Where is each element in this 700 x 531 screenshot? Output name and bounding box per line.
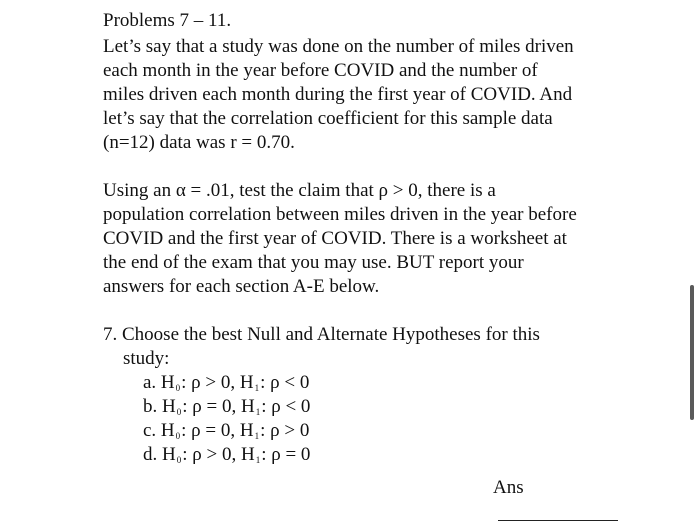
option-c-letter: c. H xyxy=(143,420,175,441)
option-d xyxy=(143,443,310,472)
option-d-null: : ρ > 0, H xyxy=(182,444,255,465)
option-d-alt-sub: 1 xyxy=(255,455,261,465)
answer-blank-line[interactable] xyxy=(498,520,618,521)
option-a-alt-sub: 1 xyxy=(254,383,260,393)
option-c-null: : ρ = 0, H xyxy=(181,420,254,441)
option-b-alt-sub: 1 xyxy=(255,407,261,417)
option-c-null-sub: 0 xyxy=(175,431,181,441)
option-b-null-sub: 0 xyxy=(176,407,182,417)
option-a-null-sub: 0 xyxy=(175,383,181,393)
option-c-alt-sub: 1 xyxy=(254,431,260,441)
paragraph1-line-5: (n=12) data was r = 0.70. xyxy=(103,132,295,153)
paragraph1-line-3: miles driven each month during the first year of COVID. And xyxy=(103,84,573,105)
paragraph2-line-5: answers for each section A-E below. xyxy=(103,276,380,297)
paragraph1-line-4: let’s say that the correlation coefficient for this sample data xyxy=(103,108,553,129)
vertical-scrollbar[interactable] xyxy=(690,285,694,420)
paragraph1-line-2: each month in the year before COVID and the number of xyxy=(103,60,538,81)
option-a-letter: a. H xyxy=(143,372,175,393)
answer-label: Ans xyxy=(493,477,524,498)
paragraph2-line-1: Using an α = .01, test the claim that ρ > 0, there is a xyxy=(103,180,496,201)
question-text-line-1: 7. Choose the best Null and Alternate Hypotheses for this xyxy=(103,324,540,345)
paragraph1-line-1: Let’s say that a study was done on the number of miles driven xyxy=(103,36,574,57)
option-a-null: : ρ > 0, H xyxy=(181,372,254,393)
paragraph2-line-4: the end of the exam that you may use. BUT report your xyxy=(103,252,524,273)
option-b-null: : ρ = 0, H xyxy=(182,396,255,417)
option-c-alt: : ρ > 0 xyxy=(260,420,310,441)
option-a-alt: : ρ < 0 xyxy=(260,372,310,393)
question-text-line-2: study: xyxy=(123,348,170,369)
paragraph2-line-2: population correlation between miles driven in the year before xyxy=(103,204,577,225)
problem-title: Problems 7 – 11. xyxy=(103,10,232,31)
paragraph2-line-3: COVID and the first year of COVID. There is a worksheet at xyxy=(103,228,567,249)
option-d-null-sub: 0 xyxy=(176,455,182,465)
option-d-alt: : ρ = 0 xyxy=(261,444,311,465)
option-b-alt: : ρ < 0 xyxy=(261,396,311,417)
option-b-letter: b. H xyxy=(143,396,176,417)
option-d-letter: d. H xyxy=(143,444,176,465)
